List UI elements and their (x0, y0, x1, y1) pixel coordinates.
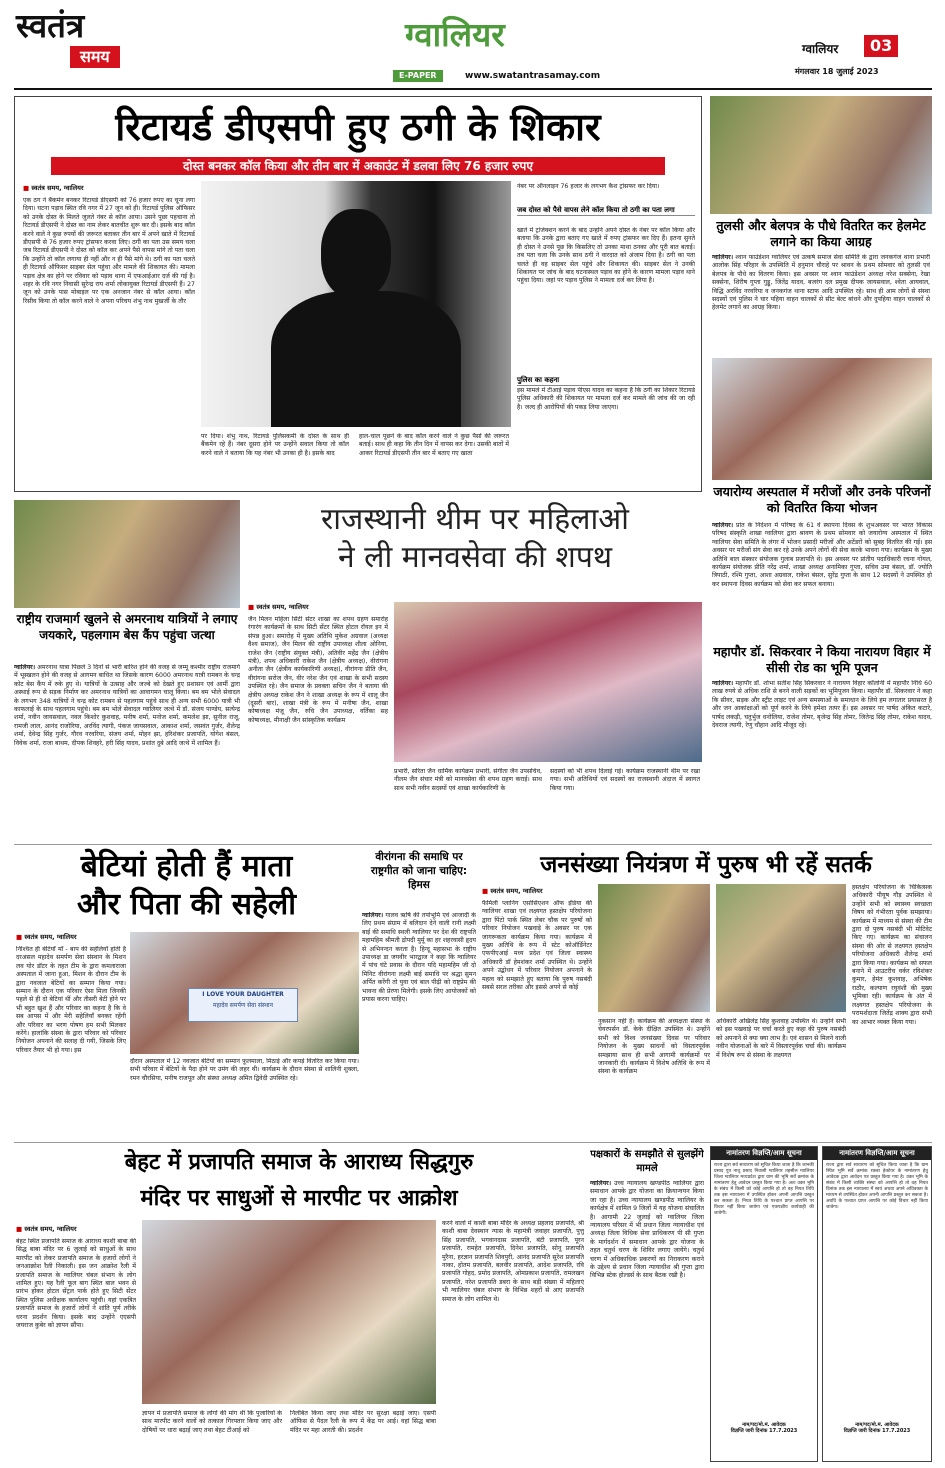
prajapati-body4: करने वालों में काशी बाबा मंदिर के अध्यक्ष प्रहलाद प्रजापति, श्री काशी बाबा देवस्थान न्यास के महामंत्री जवाहर प्रजापति, पुत्तु सिंह प्रजापति, भगवानदास प्रजापति, बंटी प्रजापति, पूरन प्रजापति, रामहेत प्रजापति, दिनेश प्रजापति, सोनू प्रजापति मुरैना, हरज्ञान प्रजापति शिवपुरी, आनंद प्रजापति सुरेश प्रजापति नाका, होतम प्रजापति, बलवीर प्रजापति, आदेश प्रजापति, रवि प्रजापति गोहद, प्रमोद प्रजापति, ओमप्रकाश प्रजापति, रामलखन प्रजापति, नरेश प्रजापति डबरा के साथ बड़ी संख्या में महिलाएं भी ग्वालियर चंबल संभाग के विभिन्न शहरों से आए प्रजापति समाज के लोग शामिल थे। (442, 1220, 584, 1303)
jansankhya-body4: हस्तक्षेप परियोजना के चिकित्सक अधिकारी पीयूष गौड़ उपस्थित थे उन्होंने सभी को स्वास्थ्य स्वच्छता विषय को गंभीरता पूर्वक समझाया। कार्यक्रम में माध्यम से संस्था की टीम द्वारा दो पुरुष नसबंदी भी मोटिवेट किए गए। कार्यक्रम का संचालन संस्था की ओर से लक्ष्यगत हस्तक्षेप परियोजना अधिकारी शैलेन्द्र शर्मा द्वारा किया गया। कार्यक्रम को सफल बनाने में आउटरीच वर्कर रविशंकर कुमार, हेमंत कुशवाह, अभिषेक राठौर, कल्याण रघुवंशी की मुख्य भूमिका रही। कार्यक्रम के अंत में लक्ष्यगत हस्तक्षेप परियोजना के परामर्शदाता जितेंद्र शाक्य द्वारा सभी का आभार व्यक्त किया गया। (852, 884, 932, 1026)
page-city: ग्वालियर (802, 42, 839, 56)
silhouette-body (271, 291, 461, 427)
right1-byline: ग्वालियर। (712, 254, 734, 261)
prajapati-story (14, 1146, 584, 1462)
notice-1-title: नामांतरण विज्ञप्ति/आम सूचना (711, 1147, 817, 1160)
betiyan-photo (130, 932, 359, 1054)
betiyan-story (14, 848, 359, 1138)
betiyan-body2: दौरान अस्पताल में 12 नवजात बेटियों का सम्मान फूलमाला, मिठाई और कपड़े वितरित कर किया गया। सभी परिवार में बेटियों के पैदा होने पर उमंग की लहर थी। कार्यक्रम के दौरान संस्था से शालिनी शुक्ला, रमन चौरसिया, मनीष राजपूत और संस्था अध्यक्ष अमित द्विवेदी उपस्थित रहे। (130, 1058, 359, 1082)
jansankhya-photo-1 (598, 884, 710, 1012)
lead-strap: दोस्त बनकर कॉल किया और तीन बार में अकाउंट में डलवा लिए 76 हजार रुपए (51, 157, 665, 175)
jansankhya-body3: अधिकारी अखिलेंद्र सिंह कुशवाह उपस्थित थे। उन्होंने सभी को इस पखवाड़े पर चर्चा करते हुए कहा की पुरुष नसबंदी को अपनाने से क्या क्या लाभ है। एवं शासन से मिलने वाली नवीन योजनाओं के बारे में विस्तारपूर्वक चर्चा की। कार्यक्रम में विशेष रूप से संस्था के लक्ष्यगत (716, 1018, 846, 1059)
lead-col4b: खाते में ट्रांजेक्शन करने के बाद उन्होंने अपने दोस्त के नंबर पर कॉल किया और बताया कि उनके द्वारा बताए गए खाते में रुपए ट्रांसफर कर दिए हैं। इतना सुनते ही दोस्त ने उनसे पूछ कि किसलिए तो उनका माथा ठनका और पूरी बात बताई। तब पता चला कि उनके साथ ठगी ने वारदात को अंजाम दिया है। ठगी का पता चलते ही वह साइबर सेल पहुंचे और शिकायत की। साइबर सेल ने उनकी शिकायत पर जांच के बाद घटनास्थल पड़ाव का होने के कारण मामला पड़ाव थाने पहुंचा दिया। जहां पर पड़ाव पुलिस ने मामला दर्ज कर लिया है। (517, 227, 695, 285)
lead-photo (201, 181, 511, 427)
notice-1-body: राज्य द्वारा सर्व साधारण को सूचित किया जाता है कि जानकी प्रसाद पुत्र नाथू प्रसाद निवासी ग्वालियर तहसील ग्वालियर जिला ग्वालियर मध्यप्रदेश द्वारा ग्राम की भूमि सर्वे क्रमांक के नामांतरण हेतु आवेदन प्रस्तुत किया गया है। अतः उक्त भूमि के संबंध में किसी को कोई आपत्ति हो तो वह नियत तिथि तक इस न्यायालय में उपस्थित होकर अपनी आपत्ति प्रस्तुत कर सकता है। नियत तिथि के पश्चात प्राप्त आपत्ति पर विचार नहीं किया जावेगा एवं एकपक्षीय कार्यवाही की जावेगी। (714, 1163, 814, 1216)
rajasthani-body2: प्रभारी, सरिता जैन धार्मिक कार्यक्रम प्रभारी, संगीता जैन उपसचिव, नीलम जैन संचार मंत्री को मानवसेवा की शपथ ग्रहण कराई। साथ साथ सभी नवीन सदस्यों एवं शाखा कार्यकारिणी के (394, 768, 542, 792)
epaper-label: E-PAPER (393, 70, 443, 82)
rajasthani-headline-2: ने ली मानवसेवा की शपथ (337, 540, 613, 575)
edition-city: ग्वालियर (405, 15, 505, 54)
banner-text: I LOVE YOUR DAUGHTER (202, 991, 284, 998)
lead-col3: हाल-चाल पूछने के बाद कॉल करने वाले ने कुछ पैसों की जरूरत बताई। साथ ही कहा कि तीन दिन में वापस कर देगा। उसकी बातों में आकर रिटायर्ड डीएसपी तीन बार में बताए गए खाता (359, 433, 509, 457)
lead-byline: ■ स्वतंत्र समय, ग्वालियर (23, 183, 193, 192)
amarnath-byline: ग्वालियर। (14, 664, 36, 671)
veerangana-text: गालव ऋषि की तपोभूमि एवं आजादी के लिए प्रथम संग्राम में बलिदान देने वाली रानी लक्ष्मी बाई की समाधि स्थली ग्वालियर पर देश की राष्ट्रपति महामहिम श्रीमती द्रोपदी मुर्मू का हर शहरवासी हृदय से अभिनन्दन करता है। हिन्दू महासभा के राष्ट्रीय उपाध्यक्ष डा जयवीर भारद्वाज ने कहा कि ग्वालियर में पांच घंटे प्रवास के दौरान यदि महामहिम जी दो मिनिट वीरांगना लक्ष्मी बाई समाधि पर श्रद्धा सुमन अर्पित करेंगी तो युवा एवं बाल पीढ़ी को राष्ट्रप्रेम की भावना की प्रेरणा मिलेगी। इसके लिए आयोजकों को प्रयास करना चाहिए। (362, 912, 476, 1004)
rajasthani-byline: ■ स्वतंत्र समय, ग्वालियर (248, 602, 388, 611)
notice-2-sign: नाम/पद/मो.मं. आवेदक (855, 1422, 899, 1428)
prajapati-body1: बेहट स्थित प्रजापति समाज के आराध्य काशी बाबा की सिद्ध बाबा मंदिर पर 6 जुलाई को साधुओं के साथ मारपीट को लेकर प्रजापति समाज के हजारों लोगों ने जनआक्रोश रैली निकाली। इस जन आक्रोश रैली में प्रजापति समाज के ग्वालियर चंबल संभाग के लोग शामिल हुए। यह रैली फूल बाग स्थित बाल भवन से प्रारंभ होकर होटल सेंट्रल पार्क होते हुए सिटी सेंटर स्थित पुलिस अधीक्षक कार्यालय पहुंची। यहां एकत्रित प्रजापति समाज के हजारों लोगों ने शांति पूर्ण तरीके धरना प्रदर्शन किया। इसके बाद उन्होंने एएसपी जयराज कुबेर को ज्ञापन सौंपा। (16, 1238, 136, 1330)
right3-byline: ग्वालियर। (712, 680, 734, 687)
lead-headline: रिटायर्ड डीएसपी हुए ठगी के शिकार (115, 105, 601, 149)
paksh-body (590, 1180, 704, 1460)
lead-col2: पर दिया। शंभु नाथ, रिटायर्ड पुलिसकर्मी के दोस्त के साथ ही बैंकमेन रहे हैं। नंबर दूसरा होने पर उन्होंने सवाल किया तो कॉल करने वाले ने बताया कि यह नंबर भी उनका ही है। इसके बाद (201, 433, 349, 457)
notice-1-sign: नाम/पद/मो.मं. आवेदक (742, 1422, 786, 1428)
betiyan-byline: ■ स्वतंत्र समय, ग्वालियर (16, 932, 126, 941)
right2-body (712, 522, 932, 640)
amarnath-body (14, 664, 240, 840)
lead-col4c: इस मामले में टीआई पड़ाव पीएस यादव का कहना है कि ठगी का शिकार रिटायर्ड पुलिस अधिकारी की शिकायत पर मामला दर्ज कर मामले की जांच की जा रही है। जल्द ही आरोपियों की पकड़ लिया जाएगा। (517, 387, 695, 411)
banner-org: महादेव समर्पण सेवा संस्थान (213, 1002, 273, 1009)
notice-1 (710, 1146, 818, 1462)
veerangana-headline: वीरांगना की समाधि पर राष्ट्रगीत को जाना चाहिए: हिमस (370, 851, 468, 891)
lead-subhead-1: जब दोस्त को पैसे वापस लेने कॉल किया तो ठगी का पता लगा (517, 206, 695, 216)
amarnath-text: अमरनाथ यात्रा पिछले 3 दिनों से भारी बारिश होने की वजह से जम्मू कश्मीर राष्ट्रीय राजमार्ग में भूस्खलन होने की वजह से आगमन बाधित था जिसके कारण 6000 अमरनाथ यात्री रामबन के चन्द्र कोट बेस कैंप में रुके हुए थे। यात्रियों के उत्साह और जज्बे को देखते हुए प्रशासन एवं आर्मी द्वारा अस्थाई रूप से सड़क निर्माण कर अमरनाथ यात्रियों का आवागमन चालू किया। बम बम भोले सेवादल के लगभग 348 यात्रियों ने चन्द्र कोट रामबन से पहलगाम पहुंचे साथ ही अन्य सभी 6000 यात्री भी काफलाई के साथ पहलगाम पहुंचे। बम बम भोले सेवादल ग्वालियर जत्थे में डॉ. संजय पाण्डेय, सत्येन्द्र शर्मा, नवीन जायसवाल, नवल किशोर कुशवाह, मनीष शर्मा, मनोज शर्मा, कमलेश झा, सुनील राजू, रामजी लाल, आनंद राजोरिया, अरविंद त्यागी, पंकज जायसवाल, आकाश शर्मा, जसवंत गुर्जर, शैलेन्द्र शर्मा, देवेन्द्र सिंह गुर्जर, गौरव नरवरिया, संजय शर्मा, मोहन झा, हरिशंकर प्रजापति, योगेश बंसल, विवेक शर्मा, राजा बाथम, दीपक शिवहरे, हरी सिंह यादव, प्रशांत दुबे आदि जत्थे में शामिल हैं। (14, 664, 240, 747)
prajapati-body2: ज्ञापन में प्रजापति समाज के लोगों की मांग थी कि पुजारियों के साथ मारपीट करने वालों को तत्काल गिरफ्तार किया जाए और दोषियों पर धारा बढ़ाई जाए तथा बेहट टीआई को (142, 1410, 282, 1434)
jansankhya-body2: नुकसान नहीं है। कार्यक्रम की अध्यक्षता संस्था के चेयरपर्सन डॉ. केके दीक्षित उपस्थित थे। उन्होंने सभी को विश्व जनसंख्या दिवस पर परिवार नियोजन के मुख्य साधनों को विस्तारपूर्वक समझाया साथ ही सभी आगामी कार्यक्रमों पर जानकारी दी। कार्यक्रम में विशेष अतिथि के रूप में संस्था के कार्यक्रम (598, 1018, 710, 1076)
notice-1-footer: विज्ञप्ति जारी दिनांक 17.7.2023 (730, 1428, 798, 1434)
right2-byline: ग्वालियर। (712, 522, 734, 529)
notice-2-title: नामांतरण विज्ञप्ति/आम सूचना (823, 1147, 931, 1160)
veerangana-story (362, 848, 476, 1138)
right3-body (712, 680, 932, 840)
notice-2-body: राज्य द्वारा सर्व साधारण को सूचित किया जाता है कि ग्राम स्थित भूमि सर्वे क्रमांक रकबा हेक्टेयर के नामांतरण हेतु आवेदक द्वारा आवेदन पत्र प्रस्तुत किया गया है। उक्त भूमि के संबंध में किसी व्यक्ति संस्था को आपत्ति हो तो वह नियत दिनांक तक इस न्यायालय में स्वयं अथवा अपने अधिवक्ता के माध्यम से उपस्थित होकर अपनी आपत्ति प्रस्तुत कर सकता है। अवधि के पश्चात प्राप्त आपत्ति पर कोई विचार नहीं किया जावेगा। (826, 1163, 928, 1210)
banner (188, 988, 298, 1022)
jansankhya-byline: ■ स्वतंत्र समय, ग्वालियर (482, 886, 592, 895)
betiyan-body1: निश्चित ही बेटियाँ माँ - बाप की सहेलियाँ होती है दरअसल महादेव समर्पण सेवा संस्थान के मिशन लव योर डॉटर के तहत टीम के द्वारा कमलाराजा अस्पताल में जाना हुआ, मिशन के दौरान टीम के द्वारा नवजात बेटियों का सम्मान किया गया। सम्मान के दौरान एक परिवार ऐसा मिला जिनकी पहले से ही दो बेटियां थीं और तीसरी बेटी होने पर भी बहुत खुश हैं और परिवार का कहना है कि वे सब आपस में और मेरी सहेलियाँ बनकर रहेंगी और परिवार का भरण पोषण हम सभी मिलकर करेंगे। हालांकि संस्था के द्वारा परिवार को परिवार नियोजन अपनाने की सलाह दी गयी, जिसके लिए परिवार तैयार भी हो गया। इस (16, 946, 126, 1054)
amarnath-photo (14, 500, 240, 608)
jansankhya-headline: जनसंख्या नियंत्रण में पुरुष भी रहें सतर्क (540, 852, 872, 878)
prajapati-body3: निलंबित किया जाए तथा मंदिर पर सुरक्षा बढ़ाई जाए। एसपी ऑफिस से पैदल रैली के रूप में केंद्र पर आई। वहां सिद्ध बाबा मंदिर पर महा आरती की। प्रदर्शन (290, 1410, 436, 1434)
website-link[interactable]: www.swatantrasamay.com (465, 71, 601, 81)
amarnath-headline: राष्ट्रीय राजमार्ग खुलने से अमरनाथ यात्रियों ने लगाए जयकारे, पहलगाम बेस कैंप पहुंचा जत्था (16, 612, 238, 642)
paksh-byline: ग्वालियर। (590, 1180, 612, 1187)
prajapati-photo (142, 1220, 436, 1404)
right1-headline: तुलसी और बेलपत्र के पौधे वितरित कर हेलमेट लगाने का किया आग्रह (716, 218, 926, 249)
prajapati-headline-1: बेहट में प्रजापति समाज के आराध्य सिद्धगुरु (124, 1150, 474, 1175)
lead-col4a: नंबर पर ऑनलाइन 76 हजार के लगभग कैश ट्रांसफर कर दिया। (517, 183, 660, 190)
paksh-story (590, 1146, 704, 1462)
right1-text: श्वान फाउंडेशन ग्वालियर एवं उत्कर्ष समाज सेवा समिति के द्वारा जनकगंज थाना प्रभारी आलोक सिंह परिहार के उपस्थिति में हनुमान चौराहे पर श्रावन के प्रथम सोमवार को तुलसी एवं बेलपत्र के पौधे का वितरण किया। इस अवसर पर श्वान फाउंडेशन अध्यक्ष नरेश सक्सेना, रेखा सक्सेना, शिरीष गुप्ता गुड्डू, जितेंद्र यादव, बजरंग दल प्रमुख दीपक जायसवाल, श्वेता आयवाल, विद्धि अरविंद नरवरिया व जनकगंज थाना स्टाफ आदि उपस्थित रहे। साथ ही आम लोगों से संस्था सदस्यों एवं पुलिस ने चार पहिया वाहन चालकों से सीट बेल्ट बांधने और दुपहिया वाहन चालकों से हेलमेट लगाने का आग्रह किया। (712, 254, 930, 312)
right2-text: प्रांत के निर्देशन में परिषद के 61 वें स्थापना दिवस के शुभअवसर पर भारत विकास परिषद संस्कृति शाखा ग्वालियर द्वारा श्रावण के प्रथम सोमवार को जयारोग्य अस्पताल में स्थित ग्वालियर सेवा समिति के लंगर में भोजन प्रसादी मरीजों और अटेंडरों को सुबह वितरित की गई। इस अवसर पर मरीजों संग सेवा कर रहे उनके अपने लोगों की सेवा करके भावना गया। कार्यक्रम के मुख्य अतिथि बाल संस्कार संयोजक गुलाब प्रजापति थे। इस अवसर पर प्रांतीय पदाधिकारी रचना गोयल, कार्यक्रम संयोजक प्रीति नरेंद्र शर्मा, शाखा अध्यक्ष अनामिका गुप्ता, सचिव उमा बंसल, डॉ. ज्योति त्रिपाठी, रश्मि गुप्ता, आशा अग्रवाल, राकेश बंसल, सुरेंद्र गुप्ता के साथ 12 सदस्यों ने उपस्थित हो कर स्थापना दिवस कार्यक्रम को सेवा कर सफल बनाया। (712, 522, 932, 588)
jansankhya-body1: फैमिली प्लानिंग एसोसिएशन ऑफ इंडिया की ग्वालियर शाखा एवं लक्ष्यगत हस्तक्षेप परियोजना द्वारा पिंटो पार्क स्थित लेबर चौक पर पुरुषों को परिवार नियोजन पखवाड़े के अवसर पर एक जागरूकता कार्यक्रम किया गया। कार्यक्रम में मुख्य अतिथि के रूप में स्टेट कोऑर्डिनेटर एफपीएआई मध्य प्रदेश एवं जिला स्वास्थ्य अधिकारी डॉ हेमशंकर शर्मा उपस्थित थे। उन्होंने अपने उद्बोधन में परिवार नियोजन अपनाने के महत्व को समझाते हुए बताया कि पुरुष नसबंदी सबसे सरल तरीका और इससे अपने से कोई (482, 900, 592, 992)
right3-text: महापौर डॉ. शोभा सतीश सिंह सिकरवार ने नारायण विहार कॉलोनी में महापौर निधि 60 लाख रुपये से अधिक राशि से बनने वाली सड़कों का भूमिपूजन किया। महापौर डॉ. सिकरवार ने कहा कि सीवर, सड़क और स्ट्रीट लाइट एवं अन्य समस्याओं के समाधान के लिये हम लगातार प्रयासरत है और जन आकांक्षाओं को पूर्ण करने के लिये हमेशा तत्पर हैं। इस अवसर पर पार्षद अंकित कटारे, पार्षद लकड़ी, चतुर्भुज धनोलिया, राजेश तोमर, बृजेन्द्र सिंह तोमर, जितेन्द्र सिंह तोमर, राकेश यादव, देवराज त्यागी, रेणु चौहान आदि मौजूद रहे। (712, 680, 932, 730)
rajasthani-photo (394, 602, 702, 762)
logo-top-text: स्वतंत्र (16, 6, 85, 45)
betiyan-headline-2: और पिता की सहेली (76, 887, 297, 922)
right1-body (712, 254, 930, 354)
jansankhya-photo-2 (716, 884, 846, 1012)
notice-2 (822, 1146, 932, 1462)
prajapati-byline: ■ स्वतंत्र समय, ग्वालियर (16, 1224, 136, 1233)
jansankhya-story (480, 848, 932, 1138)
rajasthani-body3: सदस्यों को भी शपथ दिलाई गई। कार्यक्रम राजस्थानी थीम पर रखा गया। सभी अतिथियों एवं सदस्यों का राजस्थानी अंदाज में स्वागत किया गया। (550, 768, 700, 792)
logo-bottom-text: समय (70, 46, 120, 68)
lead-col1: एक ठग ने बैंकमेन बनकर रिटायर्ड डीएसपी को 76 हजार रुपए का चूना लगा दिया। घटना पड़ाव स्थित रवि नगर में 27 जून को ही। रिटायर्ड पुलिस ऑफिसर को उनके दोस्त के मिलते जुलते नंबर से कॉल आया। उसने पूछा पहचाना तो रिटायर्ड डीएसपी ने दोस्त का नाम लेकर बातचीत शुरू कर दी। इसके बाद कॉल करने वाले ने कुछ रुपयों की जरूरत बताकर तीन बार में अपने खाते में रिटायर्ड डीएसपी से 76 हजार रुपए ट्रांसफर करवा लिए। ठगी का पता उस समय चला जब रिटायर्ड डीएसपी ने दोस्त को कॉल कर अपने पैसे वापस मांगे तो पता चला कि उन्होंने तो कॉल लगाया ही नहीं और न ही पैसे मांगे थे। ठगी का पता चलते ही रिटायर्ड ऑफिसर साइबर सेल पहुंचा और मामले की शिकायत की। मामला पड़ाव क्षेत्र का होने पर रविवार को पड़ाव थाना में एफआईआर दर्ज की गई है। शहर के रवि नगर निवासी सुरेन्द्र राय शर्मा लोकायुक्त रिटायर्ड डीएसपी हैं। 27 जून को उनके पास मोबाइल पर एक अनजान नंबर से कॉल आया। कॉल रिसीव किया तो कॉल करने वाले ने अपना परिचय शंभु नाथ मुखर्जी के तौर (23, 197, 195, 305)
paksh-text: उच्च न्यायालय खण्डपीठ ग्वालियर द्वारा समाधान आपके द्वार योजना का क्रियान्वयन किया जा रहा है। उच्च न्यायालय खण्डपीठ ग्वालियर के कार्यक्षेत्र में शामिल 9 जिलों में यह योजना संचालित है। आगामी 22 जुलाई को ग्वालियर जिला न्यायालय परिसर में भी प्रधान जिला न्यायाधीश एवं अध्यक्ष जिला विधिक सेवा प्राधिकरण पी सी गुप्ता के मार्गदर्शन में समाधान आपके द्वार योजना के तहत चतुर्थ चरण के शिविर लगाए जायेंगे। चतुर्थ चरण में अधिकाधिक प्रकरणों का निराकरण कराने के उद्देश्य से प्रधान जिला न्यायाधीश श्री गुप्ता द्वारा विभिन्न स्टेक होल्डर्स के साथ बैठक रखी है। (590, 1180, 704, 1280)
page-number: 03 (864, 35, 898, 57)
veerangana-byline: ग्वालियर। (362, 912, 384, 919)
veerangana-body (362, 912, 476, 1136)
right2-headline: जयारोग्य अस्पताल में मरीजों और उनके परिजनों को वितरित किया भोजन (713, 484, 931, 515)
rajasthani-story (246, 500, 704, 840)
lead-subhead-2: पुलिस का कहना (517, 376, 695, 386)
rajasthani-body1: जैन मिलन महिला सिटी सेंटर शाखा का शपथ ग्रहण समारोह रंगारंग कार्यक्रमों के साथ सिटी सेंटर स्थित होटल रॉयल इन में संपन्न हुआ। समारोह में मुख्य अतिथि मुकेश अग्रवाल (अध्यक्ष वैश्य समाज), जैन मिलन की राष्ट्रीय उपाध्यक्ष शीला ओनिया, राजेश जैन (राष्ट्रीय संयुक्त मंत्री), अतिवीर महेंद्र जैन (क्षेत्रीय मंत्री), शपथ अधिकारी राकेश जैन (क्षेत्रीय अध्यक्ष), वीरांगना अनीता जैन (क्षेत्रीय कार्यकारिणी अध्यक्ष), वीरांगना प्रीति जैन, वीरांगना सरोज जैन, वीर नरेश जैन एवं शाखा के सभी सदस्य उपस्थित रहे। जैन समाज के प्रवक्ता सचिन जैन ने बताया की क्षेत्रीय अध्यक्ष राकेश जैन ने शाखा अध्यक्ष के रूप में शालू जैन (दूसरी बार), शाखा मंत्री के रूप में मनीषा जैन, शाखा कोषाध्यक्ष मंजू जैन, रुचि जैन उपाध्यक्ष, वर्तिका सह कोषाध्यक्ष, मीनाक्षी जैन सांस्कृतिक कार्यक्रम (248, 616, 388, 724)
lead-story (14, 96, 702, 492)
masthead-rule (14, 88, 932, 90)
silhouette-shape (321, 209, 391, 299)
paksh-headline: पक्षकारों के समझौते से सुलझेंगे मामले (590, 1149, 704, 1174)
betiyan-headline-1: बेटियां होती हैं माता (80, 849, 293, 884)
issue-date: मंगलवार 18 जुलाई 2023 (795, 67, 879, 76)
masthead-logo[interactable] (16, 8, 166, 70)
divider-mid (14, 844, 932, 845)
notice-2-footer: विज्ञप्ति जारी दिनांक 17.7.2023 (843, 1428, 911, 1434)
right1-photo (710, 96, 932, 214)
divider-bottom (14, 1142, 932, 1143)
right2-photo (712, 358, 932, 480)
rajasthani-headline-1: राजस्थानी थीम पर महिलाओ (321, 502, 629, 537)
prajapati-headline-2: मंदिर पर साधुओं से मारपीट पर आक्रोश (140, 1186, 458, 1211)
right3-headline: महापौर डॉ. सिकरवार ने किया नारायण विहार में सीसी रोड का भूमि पूजन (713, 644, 931, 675)
